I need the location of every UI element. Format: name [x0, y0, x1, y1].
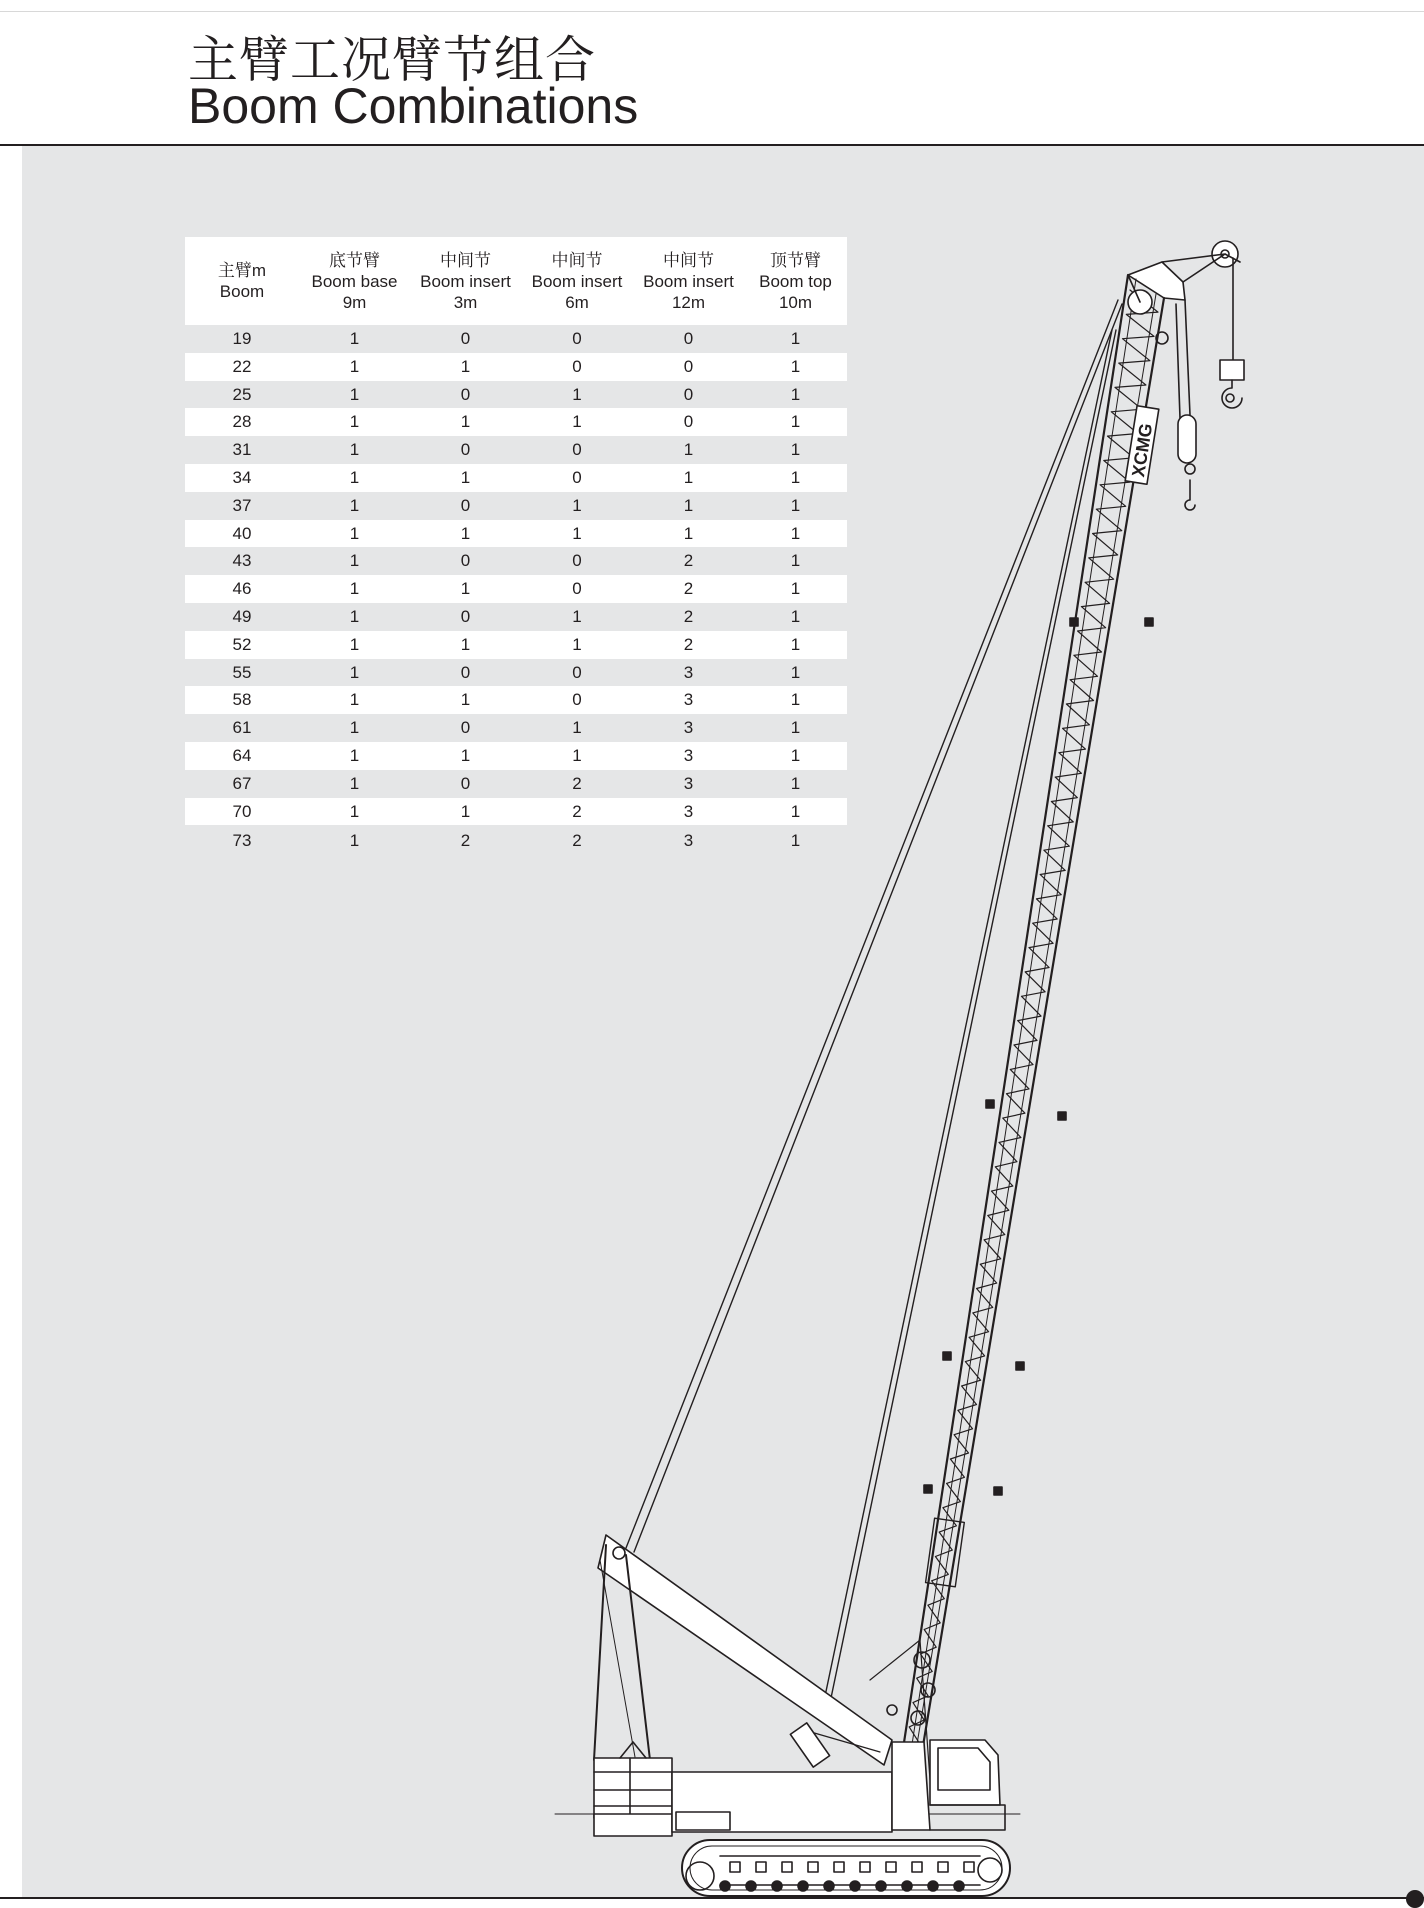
cell-boom-top-count: 1 — [790, 773, 801, 793]
cell-boom-top-count: 1 — [790, 690, 801, 710]
column-header-size: 12m — [671, 292, 706, 312]
column-header-zh: 底节臂 — [329, 250, 380, 270]
column-header-zh: 中间节 — [551, 250, 603, 270]
cell-boom-base-count: 1 — [349, 579, 360, 599]
cell-insert-3m-count: 1 — [460, 467, 471, 487]
cell-boom-length: 70 — [232, 801, 252, 821]
cell-boom-base-count: 1 — [349, 690, 360, 710]
cell-insert-6m-count: 1 — [572, 412, 582, 432]
cell-insert-3m-count: 0 — [460, 662, 471, 682]
cell-boom-base-count: 1 — [349, 356, 360, 376]
cell-boom-top-count: 1 — [790, 384, 801, 404]
cell-boom-top-count: 1 — [790, 440, 801, 460]
cell-boom-length: 22 — [232, 356, 252, 376]
cell-insert-3m-count: 2 — [460, 831, 471, 851]
cell-insert-12m-count: 1 — [683, 495, 694, 515]
cell-boom-top-count: 1 — [790, 634, 801, 654]
cell-boom-base-count: 1 — [349, 384, 360, 404]
cell-insert-12m-count: 3 — [683, 745, 694, 765]
cell-boom-length: 73 — [232, 831, 252, 851]
cell-boom-top-count: 1 — [790, 551, 801, 571]
cell-insert-6m-count: 2 — [572, 831, 582, 851]
xcmg-logo: XCMG — [1128, 421, 1157, 479]
cell-insert-12m-count: 1 — [683, 467, 694, 487]
column-header-zh: 主臂m — [217, 261, 267, 280]
cell-boom-top-count: 1 — [790, 801, 801, 821]
cell-boom-top-count: 1 — [790, 356, 801, 376]
cell-insert-12m-count: 1 — [683, 523, 694, 543]
cell-boom-length: 37 — [232, 495, 252, 515]
crawler-track — [682, 1840, 1010, 1896]
cell-boom-base-count: 1 — [349, 412, 360, 432]
gantry — [594, 1535, 892, 1767]
column-header-size: 6m — [565, 292, 589, 312]
cell-insert-12m-count: 1 — [683, 440, 694, 460]
cell-insert-6m-count: 0 — [572, 467, 582, 487]
cell-insert-12m-count: 3 — [683, 801, 694, 821]
cell-boom-top-count: 1 — [790, 329, 801, 348]
pendant-lines — [626, 300, 1122, 1722]
cell-boom-base-count: 1 — [349, 801, 360, 821]
cell-boom-length: 28 — [232, 412, 252, 432]
cell-boom-top-count: 1 — [790, 606, 801, 626]
cell-insert-12m-count: 3 — [683, 831, 694, 851]
cell-boom-top-count: 1 — [790, 495, 801, 515]
cell-insert-6m-count: 0 — [572, 440, 582, 460]
column-header-en: Boom insert — [643, 271, 734, 291]
column-header-zh: 中间节 — [440, 250, 491, 270]
cell-boom-base-count: 1 — [349, 495, 360, 515]
column-header-en: Boom — [219, 282, 265, 301]
cell-boom-length: 31 — [232, 440, 252, 460]
page-title-english: Boom Combinations — [188, 78, 639, 134]
cell-boom-base-count: 1 — [349, 329, 360, 348]
cell-insert-12m-count: 2 — [683, 579, 694, 599]
cell-insert-3m-count: 1 — [460, 634, 471, 654]
cell-insert-12m-count: 2 — [683, 606, 694, 626]
cell-boom-base-count: 1 — [349, 634, 360, 654]
cell-insert-12m-count: 2 — [683, 634, 694, 654]
cell-insert-12m-count: 3 — [683, 718, 694, 738]
cell-insert-6m-count: 0 — [572, 551, 582, 571]
cell-boom-length: 52 — [232, 634, 252, 654]
cell-boom-top-count: 1 — [790, 467, 801, 487]
column-header-size: 9m — [342, 292, 367, 312]
cell-boom-top-count: 1 — [790, 831, 801, 851]
cell-boom-base-count: 1 — [349, 662, 360, 682]
cell-boom-length: 25 — [232, 384, 252, 404]
cell-insert-3m-count: 0 — [460, 773, 471, 793]
cell-insert-3m-count: 0 — [460, 440, 471, 460]
cell-insert-12m-count: 3 — [683, 690, 694, 710]
cell-insert-3m-count: 1 — [460, 690, 471, 710]
cell-insert-3m-count: 1 — [460, 745, 471, 765]
cell-insert-3m-count: 1 — [460, 801, 471, 821]
cell-insert-3m-count: 0 — [460, 384, 471, 404]
cell-boom-length: 43 — [232, 551, 252, 571]
cell-insert-12m-count: 3 — [683, 773, 694, 793]
footer-divider — [0, 1897, 1424, 1899]
cell-insert-3m-count: 1 — [460, 412, 471, 432]
operator-cab — [930, 1740, 1005, 1830]
cell-insert-12m-count: 0 — [683, 329, 694, 348]
cell-insert-3m-count: 0 — [460, 718, 471, 738]
column-header-en: Boom base — [311, 271, 398, 291]
cell-insert-3m-count: 1 — [460, 523, 471, 543]
cell-insert-6m-count: 1 — [572, 523, 582, 543]
cell-insert-6m-count: 0 — [572, 329, 582, 348]
cell-insert-3m-count: 0 — [460, 606, 471, 626]
column-header-en: Boom top — [759, 271, 832, 291]
cell-boom-length: 40 — [232, 523, 252, 543]
cell-boom-base-count: 1 — [349, 773, 360, 793]
cell-boom-length: 55 — [232, 662, 252, 682]
cell-boom-length: 34 — [232, 467, 252, 487]
cell-boom-top-count: 1 — [790, 412, 801, 432]
cell-insert-12m-count: 0 — [683, 356, 694, 376]
cell-insert-3m-count: 1 — [460, 356, 471, 376]
column-header-size: 3m — [453, 292, 478, 312]
cell-insert-12m-count: 0 — [683, 384, 694, 404]
cell-insert-6m-count: 1 — [572, 745, 582, 765]
cell-boom-top-count: 1 — [790, 662, 801, 682]
main-boom — [894, 262, 1185, 1812]
counterweight — [594, 1742, 672, 1836]
cell-boom-top-count: 1 — [790, 745, 801, 765]
cell-boom-length: 19 — [232, 329, 252, 348]
cell-boom-length: 61 — [232, 718, 252, 738]
cell-boom-top-count: 1 — [790, 523, 801, 543]
cell-boom-base-count: 1 — [349, 718, 360, 738]
column-header-en: Boom insert — [420, 271, 511, 291]
column-header-en: Boom insert — [531, 271, 623, 291]
cell-boom-top-count: 1 — [790, 718, 801, 738]
cell-insert-12m-count: 3 — [683, 662, 694, 682]
cell-insert-12m-count: 0 — [683, 412, 694, 432]
cell-insert-6m-count: 1 — [572, 718, 582, 738]
cell-boom-base-count: 1 — [349, 523, 360, 543]
cell-boom-base-count: 1 — [349, 606, 360, 626]
cell-insert-6m-count: 0 — [572, 356, 582, 376]
cell-boom-base-count: 1 — [349, 551, 360, 571]
cell-insert-3m-count: 0 — [460, 551, 471, 571]
cell-insert-12m-count: 2 — [683, 551, 694, 571]
cell-insert-6m-count: 0 — [572, 690, 582, 710]
cell-boom-base-count: 1 — [349, 831, 360, 851]
cell-boom-base-count: 1 — [349, 467, 360, 487]
cell-boom-length: 58 — [232, 690, 252, 710]
cell-insert-6m-count: 2 — [572, 773, 582, 793]
column-header-zh: 顶节臂 — [770, 250, 821, 270]
column-header-size: 10m — [778, 292, 813, 312]
cell-insert-6m-count: 1 — [572, 634, 582, 654]
cell-boom-length: 46 — [232, 579, 252, 599]
cell-boom-top-count: 1 — [790, 579, 801, 599]
cell-insert-6m-count: 1 — [572, 384, 582, 404]
page-corner-marker — [1406, 1890, 1424, 1908]
cell-insert-3m-count: 0 — [460, 329, 471, 348]
cell-insert-6m-count: 1 — [572, 606, 582, 626]
cell-boom-base-count: 1 — [349, 745, 360, 765]
cell-insert-6m-count: 0 — [572, 662, 582, 682]
cell-boom-length: 49 — [232, 606, 252, 626]
cell-boom-length: 67 — [232, 773, 252, 793]
cell-insert-6m-count: 1 — [572, 495, 582, 515]
page-title-chinese: 主臂工况臂节组合 — [188, 31, 596, 89]
cell-insert-3m-count: 1 — [460, 579, 471, 599]
cell-boom-length: 64 — [232, 745, 252, 765]
cell-insert-3m-count: 0 — [460, 495, 471, 515]
cell-boom-base-count: 1 — [349, 440, 360, 460]
cell-insert-6m-count: 0 — [572, 579, 582, 599]
cell-insert-6m-count: 2 — [572, 801, 582, 821]
column-header-zh: 中间节 — [663, 250, 714, 270]
